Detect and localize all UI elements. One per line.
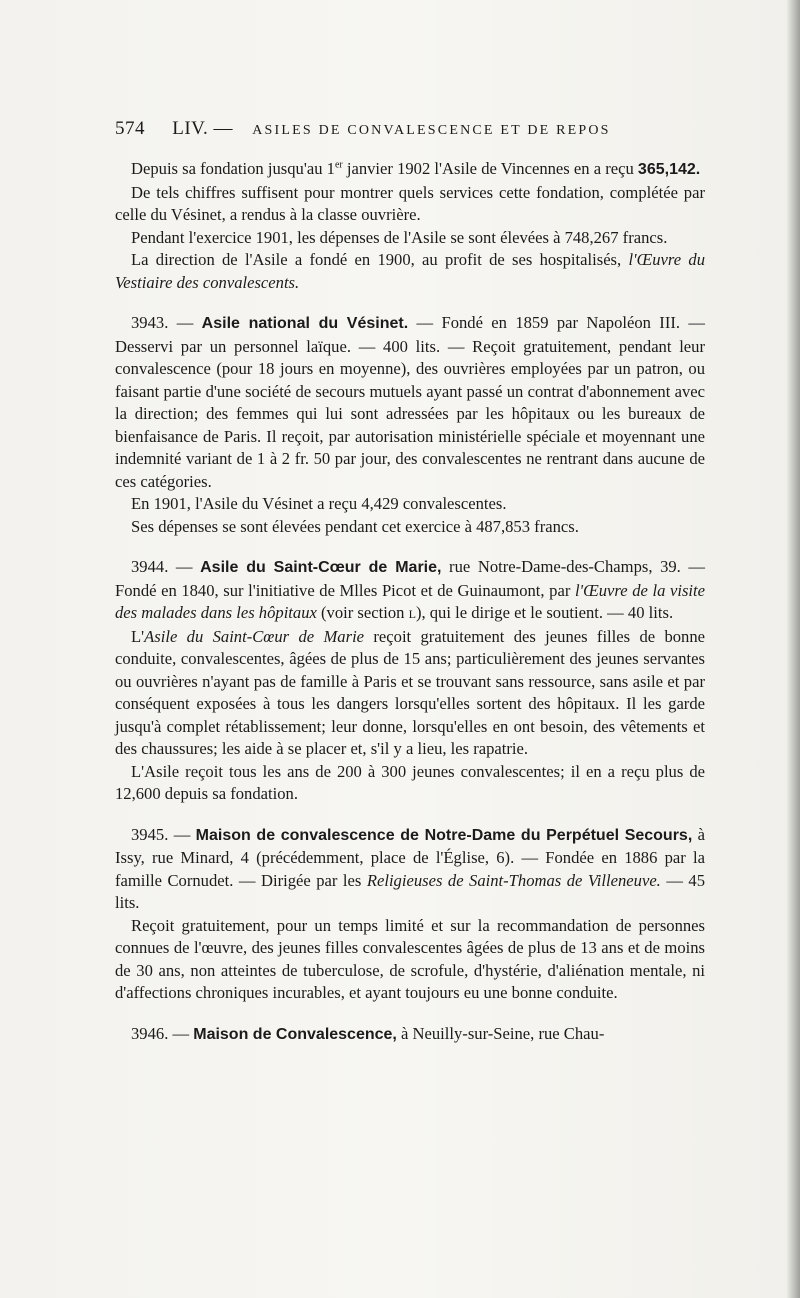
entry-heading: Maison de Convalescence, <box>193 1025 397 1043</box>
entry-heading: Maison de convalescence de Notre-Dame du Perpétuel Secours, <box>195 826 693 844</box>
paragraph: De tels chiffres suffisent pour montrer quels services cette fondation, complétée par celle du Vésinet, a rendus à la classe ouvrière. <box>115 182 705 224</box>
entry-heading: Asile national du Vésinet. <box>201 315 409 332</box>
paragraph: En 1901, l'Asile du Vésinet a reçu 4,429 convalescentes. <box>131 494 507 513</box>
paragraph: Pendant l'exercice 1901, les dépenses de l'Asile se sont élevées à 748,267 francs. <box>131 227 668 247</box>
chapter-title: ASILES DE CONVALESCENCE ET DE REPOS <box>252 123 611 138</box>
chapter-number: LIV. — <box>172 118 233 139</box>
entry-3946: 3946. — Maison de Convalescence, à Neuilly-sur-Seine, rue Chau- <box>131 1023 605 1043</box>
bold-figure: 365,142. <box>637 161 701 178</box>
running-header <box>115 118 705 140</box>
paragraph: Reçoit gratuitement, pour un temps limité et sur la recommandation de personnes connues de l'œuvre, des jeunes filles convalescentes âgées de plus de 13 ans et de moins de 30 ans, non atteintes de tuberculose, de scrofule, d'hystérie, d'aliénation mentale, ni d'affections chroniques incurables, et ayant toujours eu une bonne conduite. <box>115 915 705 1002</box>
entry-3944: 3944. — Asile du Saint-Cœur de Marie, rue Notre-Dame-des-Champs, 39. — Fondé en 1840, sur l'initiative de Mlles Picot et de Guinaumont, par l'Œuvre de la visite des malades dans les hôpitaux (voir section L), qui le dirige et le soutient. — 40 lits. <box>115 557 705 622</box>
entry-heading: Asile du Saint-Cœur de Marie, <box>200 559 442 576</box>
entry-3945: 3945. — Maison de convalescence de Notre-Dame du Perpétuel Secours, à Issy, rue Minard, 4 (précédemment, place de l'Église, 6). — Fondée en 1886 par la famille Cornudet. — Dirigée par les Religieuses de Saint-Thomas de Villeneuve. — 45 lits. <box>115 824 706 912</box>
page-edge-shadow <box>786 0 800 1298</box>
paragraph: Ses dépenses se sont élevées pendant cet exercice à 487,853 francs. <box>131 516 579 536</box>
paragraph: L'Asile reçoit tous les ans de 200 à 300 jeunes convalescentes; il en a reçu plus de 12,600 depuis sa fondation. <box>115 761 705 803</box>
paragraph: La direction de l'Asile a fondé en 1900, au profit de ses hospitalisés, l'Œuvre du Vestiaire des convalescents. <box>115 250 705 292</box>
paragraph: L'Asile du Saint-Cœur de Marie reçoit gratuitement des jeunes filles de bonne conduite, convalescentes, âgées de plus de 15 ans; particulièrement des jeunes servantes ou ouvrières n'ayant pas de famille à Paris et se trouvant sans ressource, sans asile et par conséquent exposées à tous les dangers lorsqu'elles sortent des hôpitaux. Il les garde jusqu'à complet rétablissement; leur donne, lorsqu'elles en ont besoin, des vêtements et des chaussures; les aide à se placer et, s'il y a lieu, les rapatrie. <box>115 626 706 758</box>
entry-3943: 3943. — Asile national du Vésinet. — Fondé en 1859 par Napoléon III. — Desservi par un personnel laïque. — 400 lits. — Reçoit gratuitement, pendant leur convalescence (pour 18 jours en moyenne), des ouvrières employées par un patron, ou faisant partie d'une société de secours mutuels ayant passé un contrat d'abonnement avec la direction; des femmes qui lui sont adressées par les hôpitaux ou les bureaux de bienfaisance de Paris. Il reçoit, par autorisation ministérielle spéciale et moyennant une indemnité variant de 1 à 2 fr. 50 par jour, des convalescentes ne rentrant dans aucune de ces catégories. <box>115 313 705 491</box>
page-number: 574 <box>115 118 145 139</box>
paragraph: Depuis sa fondation jusqu'au 1er janvier 1902 l'Asile de Vincennes en a reçu 365,142. <box>131 159 701 178</box>
body-text <box>115 158 705 1046</box>
